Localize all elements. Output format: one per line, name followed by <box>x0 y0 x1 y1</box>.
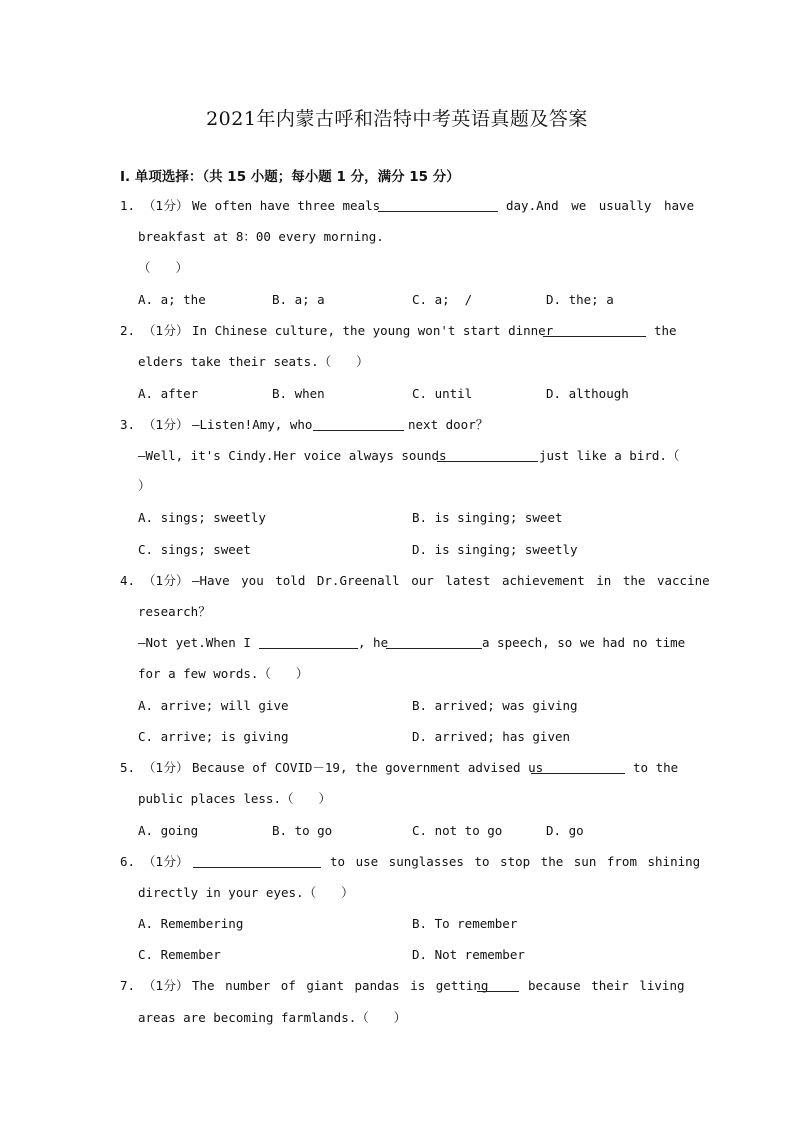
question-number: 2. <box>120 323 136 338</box>
answer-blank <box>259 636 358 649</box>
question-number: 3. <box>120 417 136 432</box>
option-b: B. is singing; sweet <box>412 510 563 525</box>
answer-paren: （ ） <box>138 260 189 275</box>
answer-paren: ） <box>138 478 151 493</box>
question-number: 5. <box>120 760 136 775</box>
option-b: B. To remember <box>412 916 518 931</box>
option-c: C. a; / <box>412 292 473 307</box>
question-text: —Well, it's Cindy.Her voice always sounds <box>138 448 447 463</box>
option-d: D. the; a <box>546 292 614 307</box>
question-text: In Chinese culture, the young won't start dinner <box>192 323 554 338</box>
question-score: （1分） <box>143 978 189 993</box>
option-a: A. a; the <box>138 292 206 307</box>
option-a: A. Remembering <box>138 916 244 931</box>
question-text: elders take their seats.（ ） <box>138 354 369 369</box>
option-c: C. Remember <box>138 947 221 962</box>
page-title: 2021年内蒙古呼和浩特中考英语真题及答案 <box>206 108 588 130</box>
option-c: C. sings; sweet <box>138 542 251 557</box>
answer-blank <box>437 449 538 462</box>
option-c: C. not to go <box>412 823 503 838</box>
question-score: （1分） <box>143 323 189 338</box>
question-score: （1分） <box>143 198 189 213</box>
question-text: areas are becoming farmlands.（ ） <box>138 1010 407 1025</box>
answer-blank <box>531 761 625 774</box>
question-text: the <box>654 323 677 338</box>
question-score: （1分） <box>143 760 189 775</box>
option-a: A. arrive; will give <box>138 698 289 713</box>
question-text: research？ <box>138 604 211 619</box>
question-text: because their living <box>528 978 685 993</box>
question-text: breakfast at 8：00 every morning. <box>138 229 384 244</box>
option-b: B. a; a <box>272 292 325 307</box>
answer-blank <box>543 324 646 337</box>
option-d: D. although <box>546 386 629 401</box>
option-b: B. when <box>272 386 325 401</box>
question-text: —Listen!Amy, who <box>192 417 313 432</box>
question-text: for a few words.（ ） <box>138 666 309 681</box>
option-d: D. Not remember <box>412 947 525 962</box>
question-score: （1分） <box>143 854 189 869</box>
question-text: a speech, so we had no time <box>482 635 686 650</box>
question-score: （1分） <box>143 417 189 432</box>
question-text: next door？ <box>408 417 489 432</box>
answer-blank <box>378 199 498 212</box>
question-text: —Not yet.When I <box>138 635 251 650</box>
question-text: day.And we usually have <box>506 198 695 213</box>
option-a: A. going <box>138 823 199 838</box>
answer-blank <box>386 636 482 649</box>
option-d: D. go <box>546 823 584 838</box>
option-d: D. is singing; sweetly <box>412 542 578 557</box>
question-number: 1. <box>120 198 136 213</box>
answer-blank <box>193 855 321 868</box>
question-text: —Have you told Dr.Greenall our latest achievement in the vaccine <box>192 573 710 588</box>
question-text: public places less.（ ） <box>138 791 331 806</box>
question-number: 4. <box>120 573 136 588</box>
question-number: 7. <box>120 978 136 993</box>
question-text: Because of COVID－19, the government advised us <box>192 760 544 775</box>
question-text: just like a bird.（ <box>539 448 680 463</box>
option-a: A. sings; sweetly <box>138 510 266 525</box>
question-text: directly in your eyes.（ ） <box>138 885 354 900</box>
option-d: D. arrived; has given <box>412 729 571 744</box>
option-b: B. to go <box>272 823 333 838</box>
option-b: B. arrived; was giving <box>412 698 578 713</box>
option-c: C. until <box>412 386 473 401</box>
question-text: to the <box>633 760 679 775</box>
question-score: （1分） <box>143 573 189 588</box>
question-text: We often have three meals <box>192 198 381 213</box>
question-text: to use sunglasses to stop the sun from shining <box>330 854 701 869</box>
option-c: C. arrive; is giving <box>138 729 289 744</box>
question-number: 6. <box>120 854 136 869</box>
question-text: The number of giant pandas is getting <box>192 978 489 993</box>
question-text: , he <box>358 635 389 650</box>
answer-blank <box>477 979 519 992</box>
answer-blank <box>313 418 404 431</box>
section-heading: I. 单项选择：（共 15 小题；每小题 1 分，满分 15 分） <box>120 169 460 185</box>
option-a: A. after <box>138 386 199 401</box>
